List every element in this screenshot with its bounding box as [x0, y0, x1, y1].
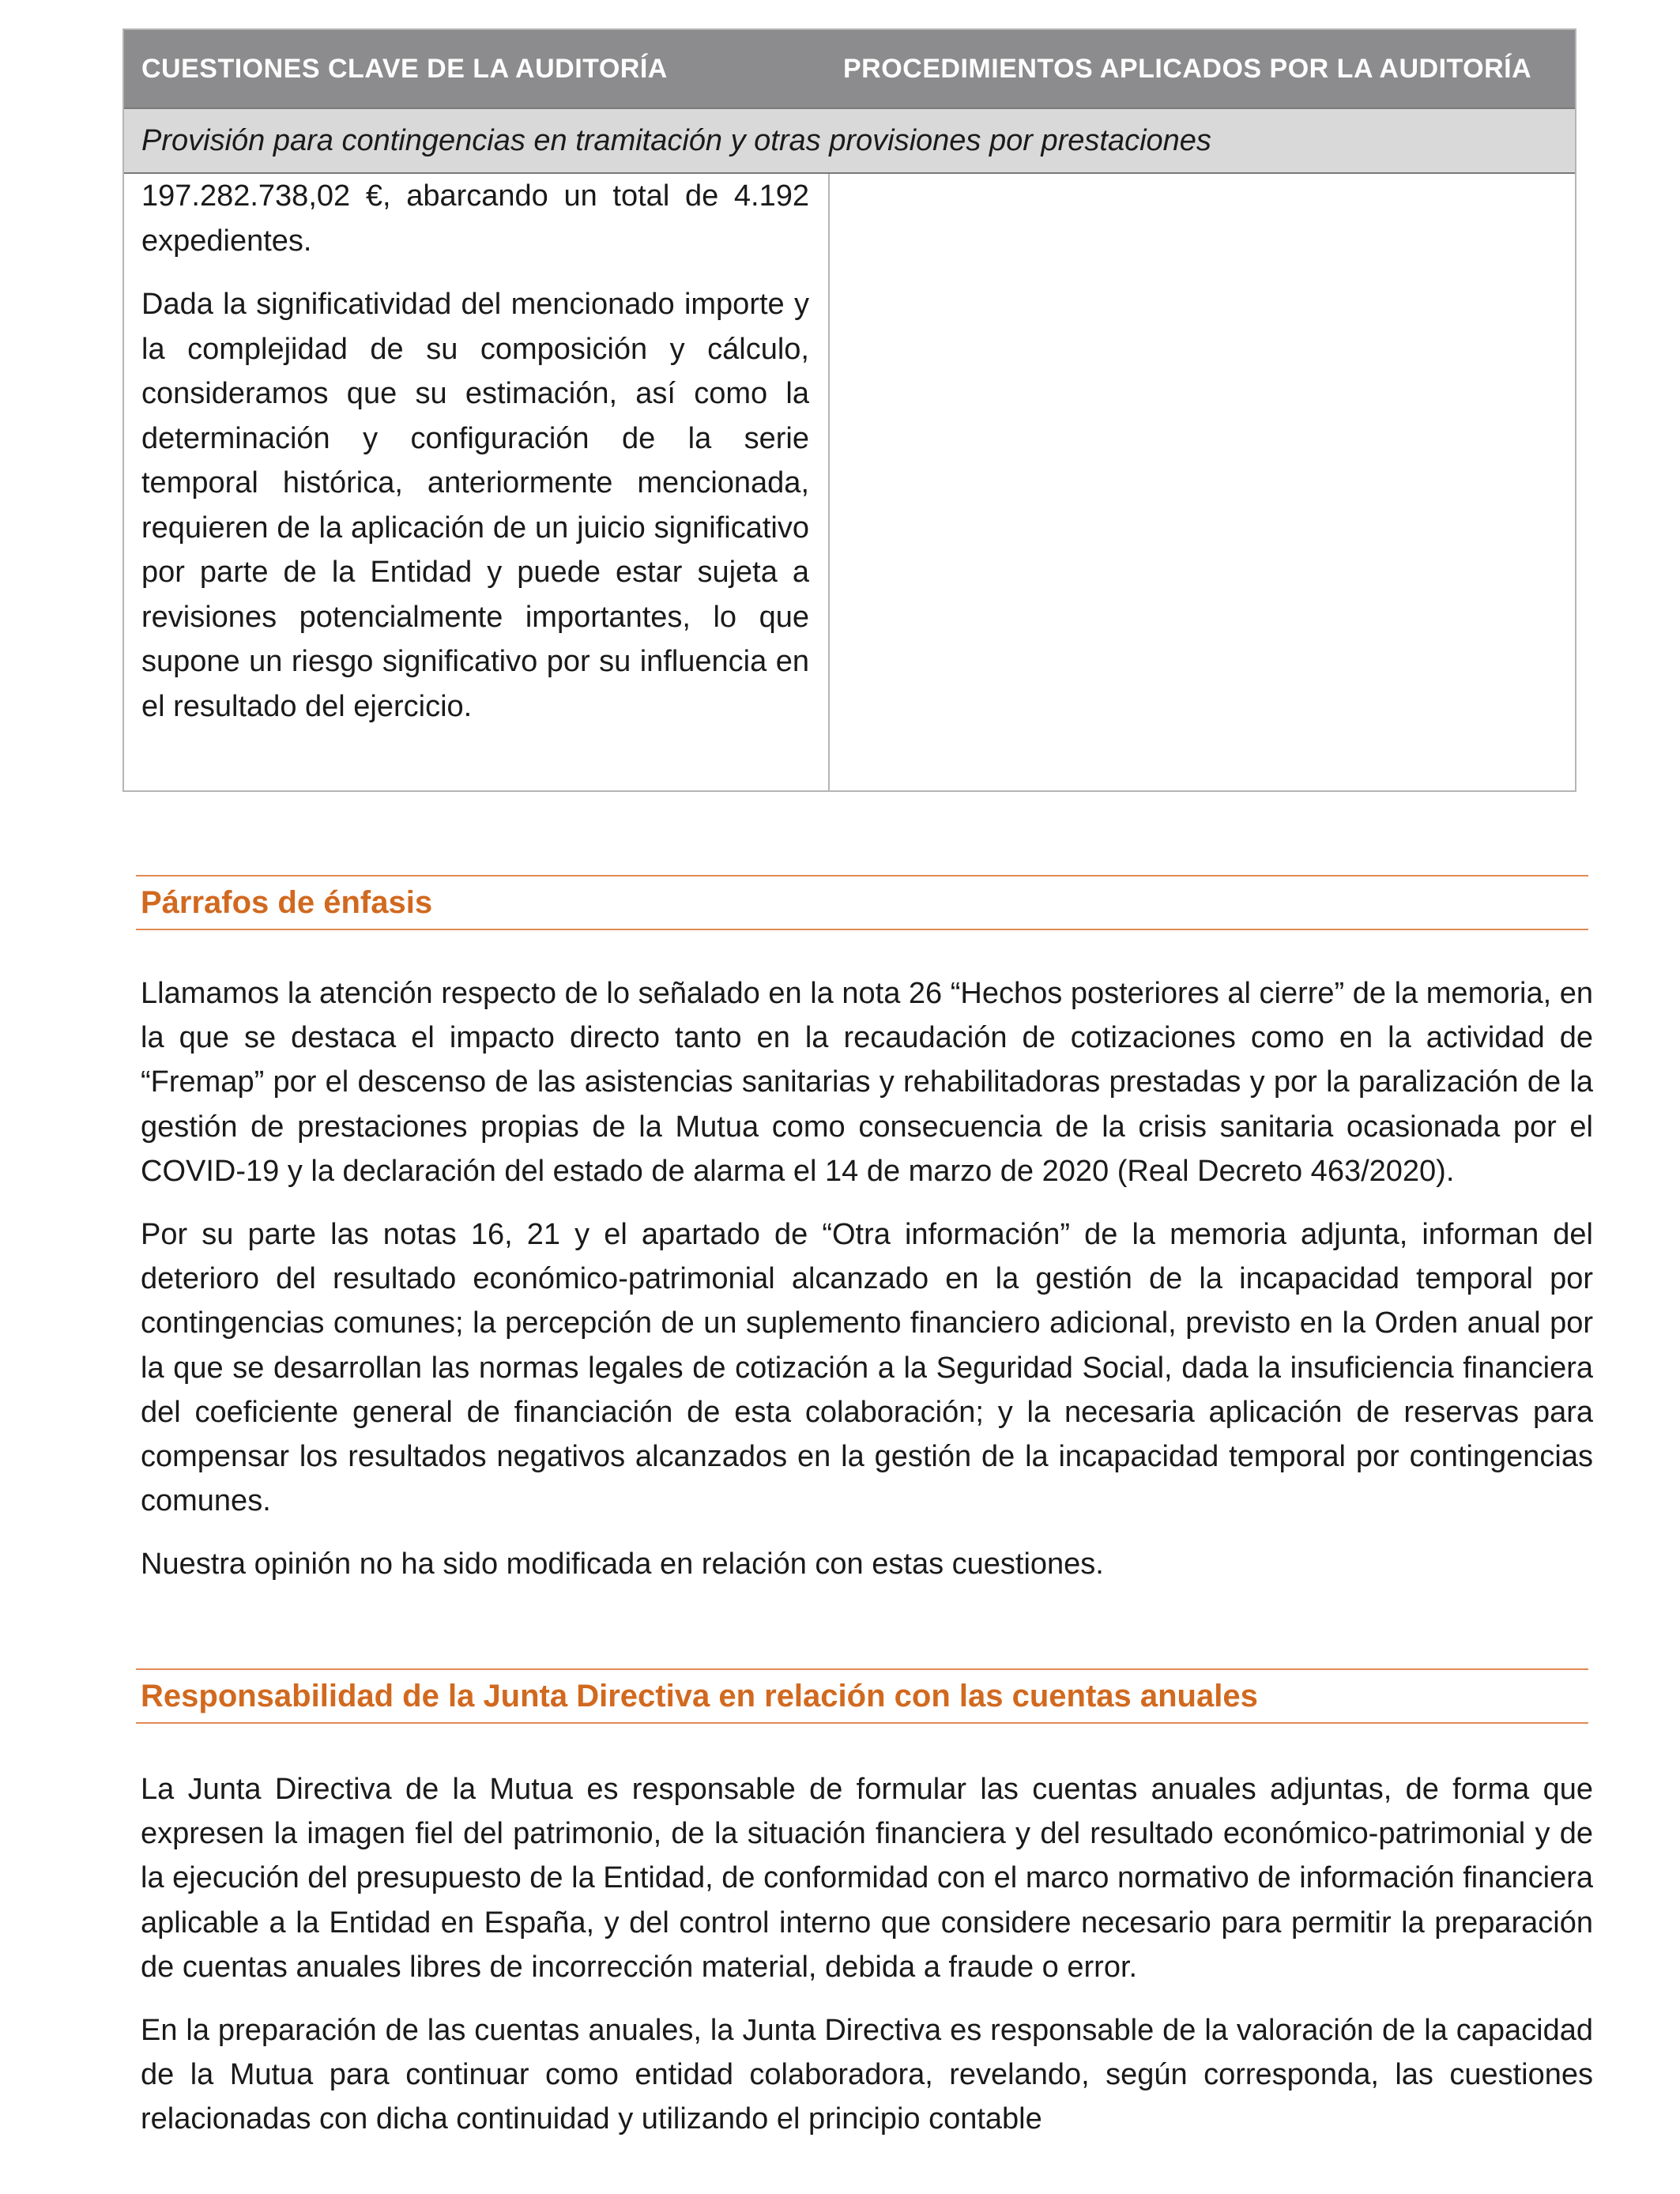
table-body-row — [124, 174, 1575, 790]
table-header-row — [124, 30, 1575, 107]
header-audit-procedures: PROCEDIMIENTOS APLICADOS POR LA AUDITORÍA — [843, 53, 1532, 84]
emphasis-paragraph: Llamamos la atención respecto de lo señalado en la nota 26 “Hechos posteriores al cierre” de la memoria, en la que se destaca el impacto directo tanto en la recaudación de cotizaciones como en la actividad de “Fremap” por el descenso de las asistencias sanitarias y rehabilitadoras prestadas y por la paralización de la gestión de prestaciones propias de la Mutua como consecuencia de la crisis sanitaria ocasionada por el COVID-19 y la declaración del estado de alarma el 14 de marzo de 2020 (Real Decreto 463/2020). — [141, 977, 1593, 1188]
emphasis-heading: Párrafos de énfasis — [136, 875, 1588, 930]
header-key-audit-matters: CUESTIONES CLAVE DE LA AUDITORÍA — [141, 53, 668, 84]
key-matter-paragraph: 197.282.738,02 €, abarcando un total de 4.192 expedientes. — [141, 179, 809, 258]
emphasis-body — [141, 971, 1593, 1587]
emphasis-paragraph: Nuestra opinión no ha sido modificada en relación con estas cuestiones. — [141, 1547, 1104, 1581]
responsibility-heading: Responsabilidad de la Junta Directiva en relación con las cuentas anuales — [136, 1668, 1588, 1724]
emphasis-paragraph: Por su parte las notas 16, 21 y el apartado de “Otra información” de la memoria adjunta, informan del deterioro del resultado económico-patrimonial alcanzado en la gestión de la incapacidad temporal por contingencias comunes; la percepción de un suplemento financiero adicional, previsto en la Orden anual por la que se desarrollan las normas legales de cotización a la Seguridad Social, dada la insuficiencia financiera del coeficiente general de financiación de esta colaboración; y la necesaria aplicación de reservas para compensar los resultados negativos alcanzados en la gestión de la incapacidad temporal por contingencias comunes. — [141, 1218, 1593, 1518]
key-matter-cell — [124, 174, 830, 790]
table-subheader: Provisión para contingencias en tramitación y otras provisiones por prestaciones — [124, 107, 1575, 174]
responsibility-paragraph: La Junta Directiva de la Mutua es responsable de formular las cuentas anuales adjuntas, de forma que expresen la imagen fiel del patrimonio, de la situación financiera y del resultado económico-patrimonial y de la ejecución del presupuesto de la Entidad, de conformidad con el marco normativo de información financiera aplicable a la Entidad en España, y del control interno que considere necesario para permitir la preparación de cuentas anuales libres de incorrección material, debida a fraude o error. — [141, 1773, 1593, 1984]
key-matter-paragraph: Dada la significatividad del mencionado importe y la complejidad de su composición y cálculo, consideramos que su estimación, así como la determinación y configuración de la serie temporal histórica, anteriormente mencionada, requieren de la aplicación de un juicio significativo por parte de la Entidad y puede estar sujeta a revisiones potencialmente importantes, lo que supone un riesgo significativo por su influencia en el resultado del ejercicio. — [141, 288, 809, 723]
responsibility-body — [141, 1767, 1593, 2142]
procedures-cell — [830, 174, 1575, 790]
responsibility-paragraph: En la preparación de las cuentas anuales, la Junta Directiva es responsable de la valoración de la capacidad de la Mutua para continuar como entidad colaboradora, revelando, según corresponda, las cuestiones relacionadas con dicha continuidad y utilizando el principio contable — [141, 2014, 1593, 2136]
audit-matters-table — [122, 28, 1576, 792]
